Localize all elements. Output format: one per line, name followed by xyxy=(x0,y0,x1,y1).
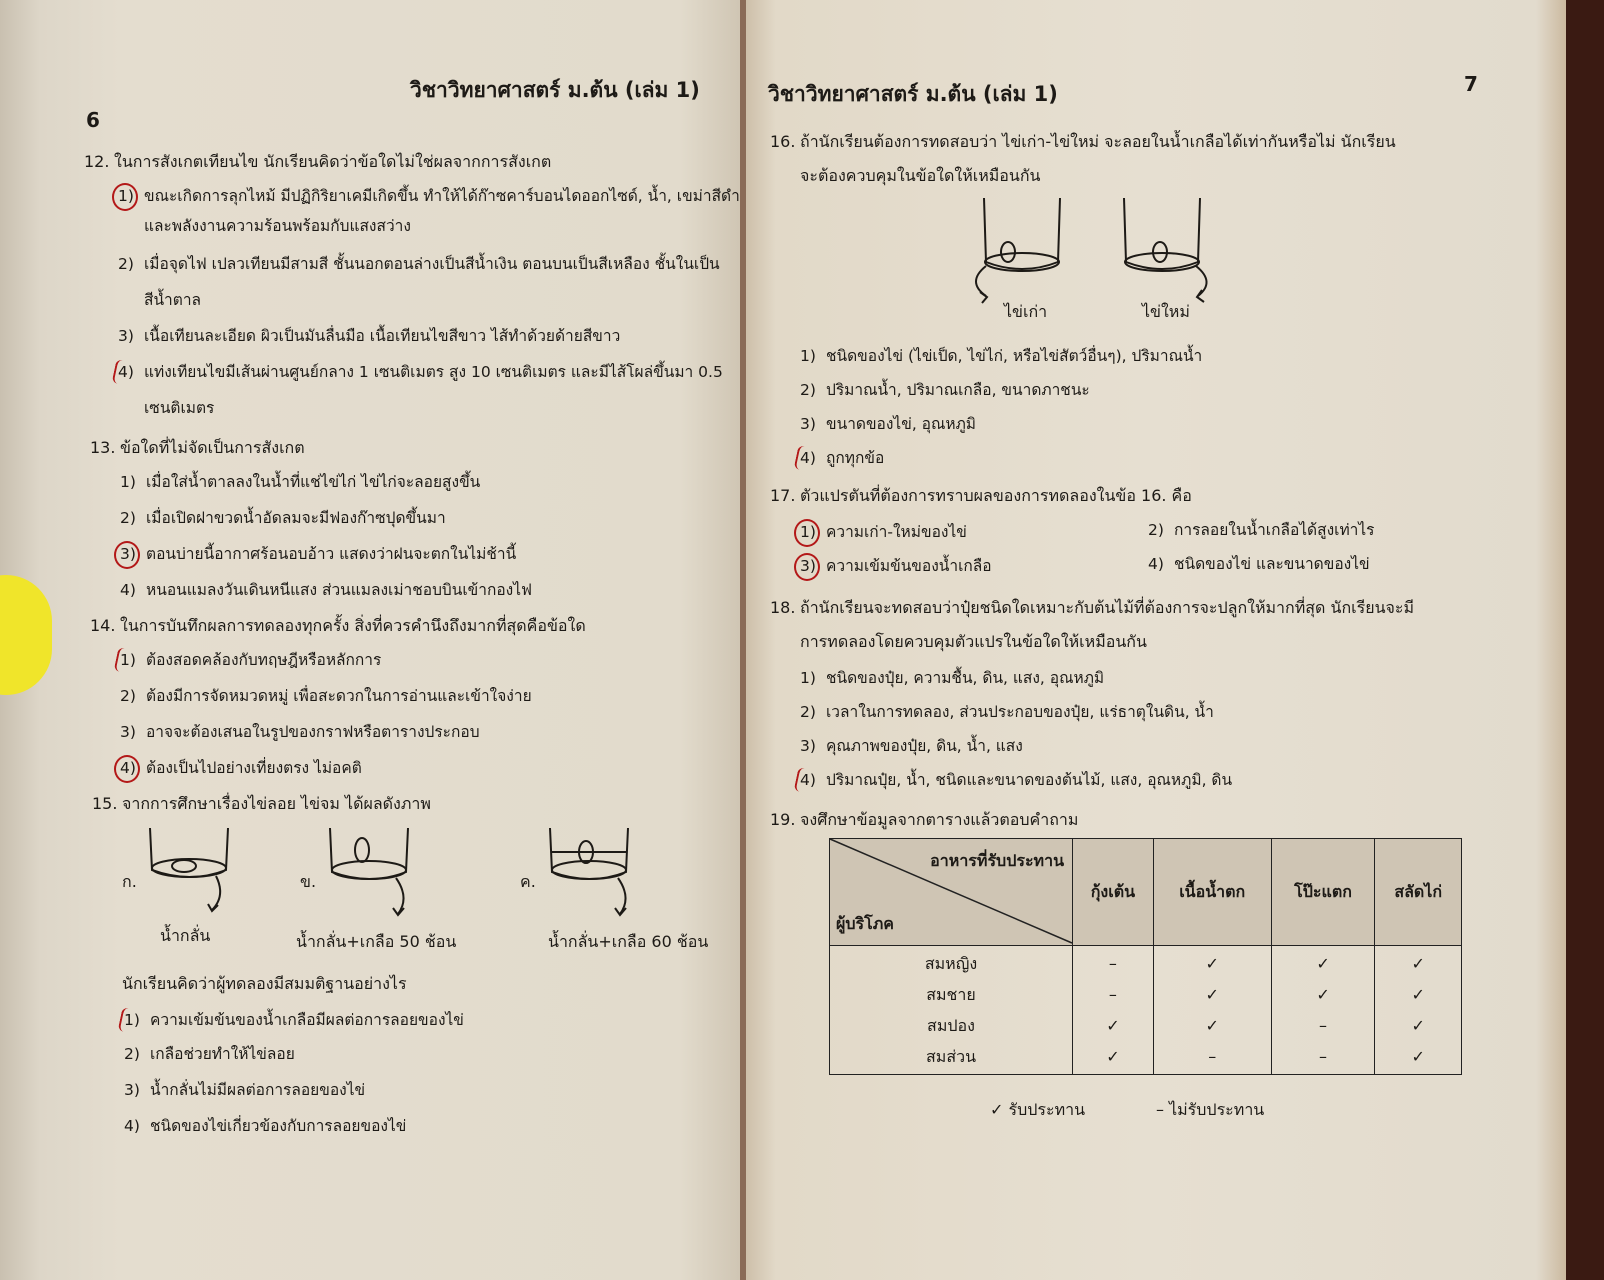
page-number: 6 xyxy=(86,108,100,132)
figure-caption: น้ำกลั่น+เกลือ 60 ช้อน xyxy=(548,932,709,951)
legend-not-consumed: – ไม่รับประทาน xyxy=(1156,1100,1265,1119)
question-18-continued: การทดลองโดยควบคุมตัวแปรในข้อใดให้เหมือนกัน xyxy=(800,632,1147,651)
figure-caption: ไข่เก่า xyxy=(1004,302,1048,321)
table-cell: ✓ xyxy=(1411,954,1425,973)
table-cell: ✓ xyxy=(1106,1047,1120,1066)
option-text: แท่งเทียนไขมีเส้นผ่านศูนย์กลาง 1 เซนติเมตร สูง 10 เซนติเมตร และมีไส้โผล่ขึ้นมา 0.5 xyxy=(144,363,723,381)
q18-option-3[interactable]: 3) คุณภาพของปุ๋ย, ดิน, น้ำ, แสง xyxy=(800,737,1023,755)
q18-option-1[interactable]: 1) ชนิดของปุ๋ย, ความชื้น, ดิน, แสง, อุณหภูมิ xyxy=(800,669,1105,687)
q16-option-1[interactable]: 1) ชนิดของไข่ (ไข่เป็ด, ไข่ไก่, หรือไข่สัตว์อื่นๆ), ปริมาณน้ำ xyxy=(800,347,1203,365)
question-15-prompt: นักเรียนคิดว่าผู้ทดลองมีสมมติฐานอย่างไร xyxy=(122,974,407,993)
option-text: ขณะเกิดการลุกไหม้ มีปฏิกิริยาเคมีเกิดขึ้น ทำให้ได้ก๊าซคาร์บอนไดออกไซด์, น้ำ, เขม่าสีดำ xyxy=(144,187,740,205)
column-header: โป๊ะแตก xyxy=(1271,839,1375,946)
figure-caption: ไข่ใหม่ xyxy=(1142,302,1190,321)
answer-circle-mark xyxy=(794,553,820,581)
question-text: ในการสังเกตเทียนไข นักเรียนคิดว่าข้อใดไม่ใช่ผลจากการสังเกต xyxy=(114,152,552,171)
table-cell: – xyxy=(1108,985,1117,1004)
table-cell: ✓ xyxy=(1205,954,1219,973)
q13-option-4[interactable]: 4) หนอนแมลงวันเดินหนีแสง ส่วนแมลงเม่าชอบบินเข้ากองไฟ xyxy=(120,581,532,599)
figure-caption: น้ำกลั่น+เกลือ 50 ช้อน xyxy=(296,932,457,951)
q15-option-1[interactable]: 1) ความเข้มข้นของน้ำเกลือมีผลต่อการลอยของไข่ xyxy=(124,1010,464,1030)
q12-option-4[interactable]: 4) แท่งเทียนไขมีเส้นผ่านศูนย์กลาง 1 เซนติเมตร สูง 10 เซนติเมตร และมีไส้โผล่ขึ้นมา 0.5 xyxy=(118,362,723,382)
right-page xyxy=(746,0,1566,1280)
table-cell: ✓ xyxy=(1106,1016,1120,1035)
page-header: วิชาวิทยาศาสตร์ ม.ต้น (เล่ม 1) xyxy=(410,78,700,102)
column-cells xyxy=(1073,946,1154,1075)
table-cell: ✓ xyxy=(1316,954,1330,973)
table-row-label: สมปอง xyxy=(927,1016,975,1035)
table-cell: – xyxy=(1319,1016,1328,1035)
table-row-label: สมชาย xyxy=(926,985,976,1004)
question-18: 18. ถ้านักเรียนจะทดสอบว่าปุ๋ยชนิดใดเหมาะกับต้นไม้ที่ต้องการจะปลูกให้มากที่สุด นักเรียนจะมี xyxy=(770,598,1415,617)
q13-option-3[interactable]: 3) ตอนบ่ายนี้อากาศร้อนอบอ้าว แสดงว่าฝนจะตกในไม่ช้านี้ xyxy=(120,544,516,564)
q13-option-2[interactable]: 2) เมื่อเปิดฝาขวดน้ำอัดลมจะมีฟองก๊าซปุดขึ้นมา xyxy=(120,509,446,527)
food-consumption-table xyxy=(829,838,1462,1075)
q15-option-2[interactable]: 2) เกลือช่วยทำให้ไข่ลอย xyxy=(124,1045,295,1063)
page-header: วิชาวิทยาศาสตร์ ม.ต้น (เล่ม 1) xyxy=(768,82,1058,106)
figure-label-ka: ก. xyxy=(122,872,137,891)
table-cell: ✓ xyxy=(1205,1016,1219,1035)
q14-option-4[interactable]: 4) ต้องเป็นไปอย่างเที่ยงตรง ไม่อคติ xyxy=(120,758,362,778)
q12-option-2[interactable]: 2) เมื่อจุดไฟ เปลวเทียนมีสามสี ชั้นนอกตอนล่างเป็นสีน้ำเงิน ตอนบนเป็นสีเหลือง ชั้นในเป็น xyxy=(118,255,720,273)
column-cells xyxy=(1271,946,1375,1075)
egg-beaker-figures xyxy=(0,0,742,1280)
question-15: 15. จากการศึกษาเรื่องไข่ลอย ไข่จม ได้ผลดังภาพ xyxy=(92,794,431,813)
table-row-label: สมหญิง xyxy=(924,954,978,973)
page-edge-shadow xyxy=(1566,0,1604,1280)
question-13: 13. ข้อใดที่ไม่จัดเป็นการสังเกต xyxy=(90,438,305,457)
table-header-row xyxy=(830,839,1462,946)
q12-option-1-continued: และพลังงานความร้อนพร้อมกับแสงสว่าง xyxy=(144,217,411,235)
question-number: 12. xyxy=(84,152,110,171)
table-cell: – xyxy=(1108,954,1117,973)
table-row-label: สมส่วน xyxy=(926,1047,976,1066)
table-cell: – xyxy=(1319,1047,1328,1066)
column-header: สลัดไก่ xyxy=(1375,839,1462,946)
q17-option-3[interactable]: 3) ความเข้มข้นของน้ำเกลือ xyxy=(800,556,992,576)
column-cells xyxy=(1153,946,1271,1075)
table-cell: ✓ xyxy=(1411,985,1425,1004)
figure-caption: น้ำกลั่น xyxy=(160,926,211,945)
table-body-row xyxy=(830,946,1462,1075)
q12-option-4-continued: เซนติเมตร xyxy=(144,399,215,417)
table-cell: ✓ xyxy=(1316,985,1330,1004)
table-cell: ✓ xyxy=(1411,1016,1425,1035)
q14-option-2[interactable]: 2) ต้องมีการจัดหมวดหมู่ เพื่อสะดวกในการอ่านและเข้าใจง่าย xyxy=(120,687,532,705)
corner-bottom-label: ผู้บริโภค xyxy=(836,914,894,933)
question-17: 17. ตัวแปรตันที่ต้องการทราบผลของการทดลองในข้อ 16. คือ xyxy=(770,486,1192,505)
q16-option-3[interactable]: 3) ขนาดของไข่, อุณหภูมิ xyxy=(800,415,977,433)
left-page xyxy=(0,0,742,1280)
table-cell: ✓ xyxy=(1205,985,1219,1004)
legend-consumed: ✓ รับประทาน xyxy=(990,1100,1086,1119)
question-16-continued: จะต้องควบคุมในข้อใดให้เหมือนกัน xyxy=(800,166,1041,185)
q18-option-2[interactable]: 2) เวลาในการทดลอง, ส่วนประกอบของปุ๋ย, แร่ธาตุในดิน, น้ำ xyxy=(800,703,1214,721)
page-number: 7 xyxy=(1464,72,1478,96)
option-text: เนื้อเทียนละเอียด ผิวเป็นมันลื่นมือ เนื้อเทียนไขสีขาว ไส้ทำด้วยด้ายสีขาว xyxy=(144,327,621,345)
figure-label-kho: ข. xyxy=(300,872,317,891)
q14-option-1[interactable]: 1) ต้องสอดคล้องกับทฤษฎีหรือหลักการ xyxy=(120,650,381,670)
q16-option-4[interactable]: 4) ถูกทุกข้อ xyxy=(800,448,884,468)
table-cell: – xyxy=(1208,1047,1217,1066)
question-16: 16. ถ้านักเรียนต้องการทดสอบว่า ไข่เก่า-ไข่ใหม่ จะลอยในน้ำเกลือได้เท่ากันหรือไม่ นักเรียน xyxy=(770,132,1396,151)
table-cell: ✓ xyxy=(1411,1047,1425,1066)
answer-circle-mark xyxy=(794,519,820,547)
q12-option-1[interactable]: 1) ขณะเกิดการลุกไหม้ มีปฏิกิริยาเคมีเกิดขึ้น ทำให้ได้ก๊าซคาร์บอนไดออกไซด์, น้ำ, เขม่าสีดำ xyxy=(118,186,740,206)
q17-option-2[interactable]: 2) การลอยในน้ำเกลือได้สูงเท่าไร xyxy=(1148,521,1375,539)
q16-option-2[interactable]: 2) ปริมาณน้ำ, ปริมาณเกลือ, ขนาดภาชนะ xyxy=(800,381,1090,399)
q12-option-3[interactable]: 3) เนื้อเทียนละเอียด ผิวเป็นมันลื่นมือ เนื้อเทียนไขสีขาว ไส้ทำด้วยด้ายสีขาว xyxy=(118,327,621,345)
figure-label-kho-khwai: ค. xyxy=(520,872,536,891)
option-text: เมื่อจุดไฟ เปลวเทียนมีสามสี ชั้นนอกตอนล่างเป็นสีน้ำเงิน ตอนบนเป็นสีเหลือง ชั้นในเป็น xyxy=(144,255,720,273)
q17-option-1[interactable]: 1) ความเก่า-ใหม่ของไข่ xyxy=(800,522,967,542)
q15-option-3[interactable]: 3) น้ำกลั่นไม่มีผลต่อการลอยของไข่ xyxy=(124,1081,366,1099)
corner-top-label: อาหารที่รับประทาน xyxy=(930,851,1064,870)
q12-option-2-continued: สีน้ำตาล xyxy=(144,291,202,309)
column-cells xyxy=(1375,946,1462,1075)
question-14: 14. ในการบันทึกผลการทดลองทุกครั้ง สิ่งที่ควรคำนึงถึงมากที่สุดคือข้อใด xyxy=(90,616,586,635)
consumer-names xyxy=(830,946,1073,1075)
q18-option-4[interactable]: 4) ปริมาณปุ๋ย, น้ำ, ชนิดและขนาดของต้นไม้, แสง, อุณหภูมิ, ดิน xyxy=(800,770,1232,790)
q17-option-4[interactable]: 4) ชนิดของไข่ และขนาดของไข่ xyxy=(1148,555,1370,573)
question-19: 19. จงศึกษาข้อมูลจากตารางแล้วตอบคำถาม xyxy=(770,810,1079,829)
q13-option-1[interactable]: 1) เมื่อใส่น้ำตาลลงในน้ำที่แช่ไข่ไก่ ไข่ไก่จะลอยสูงขึ้น xyxy=(120,473,481,491)
column-header: กุ้งเต้น xyxy=(1073,839,1154,946)
table-corner-cell xyxy=(830,839,1073,946)
column-header: เนื้อน้ำตก xyxy=(1153,839,1271,946)
q14-option-3[interactable]: 3) อาจจะต้องเสนอในรูปของกราฟหรือตารางประกอบ xyxy=(120,723,480,741)
q15-option-4[interactable]: 4) ชนิดของไข่เกี่ยวข้องกับการลอยของไข่ xyxy=(124,1117,407,1135)
